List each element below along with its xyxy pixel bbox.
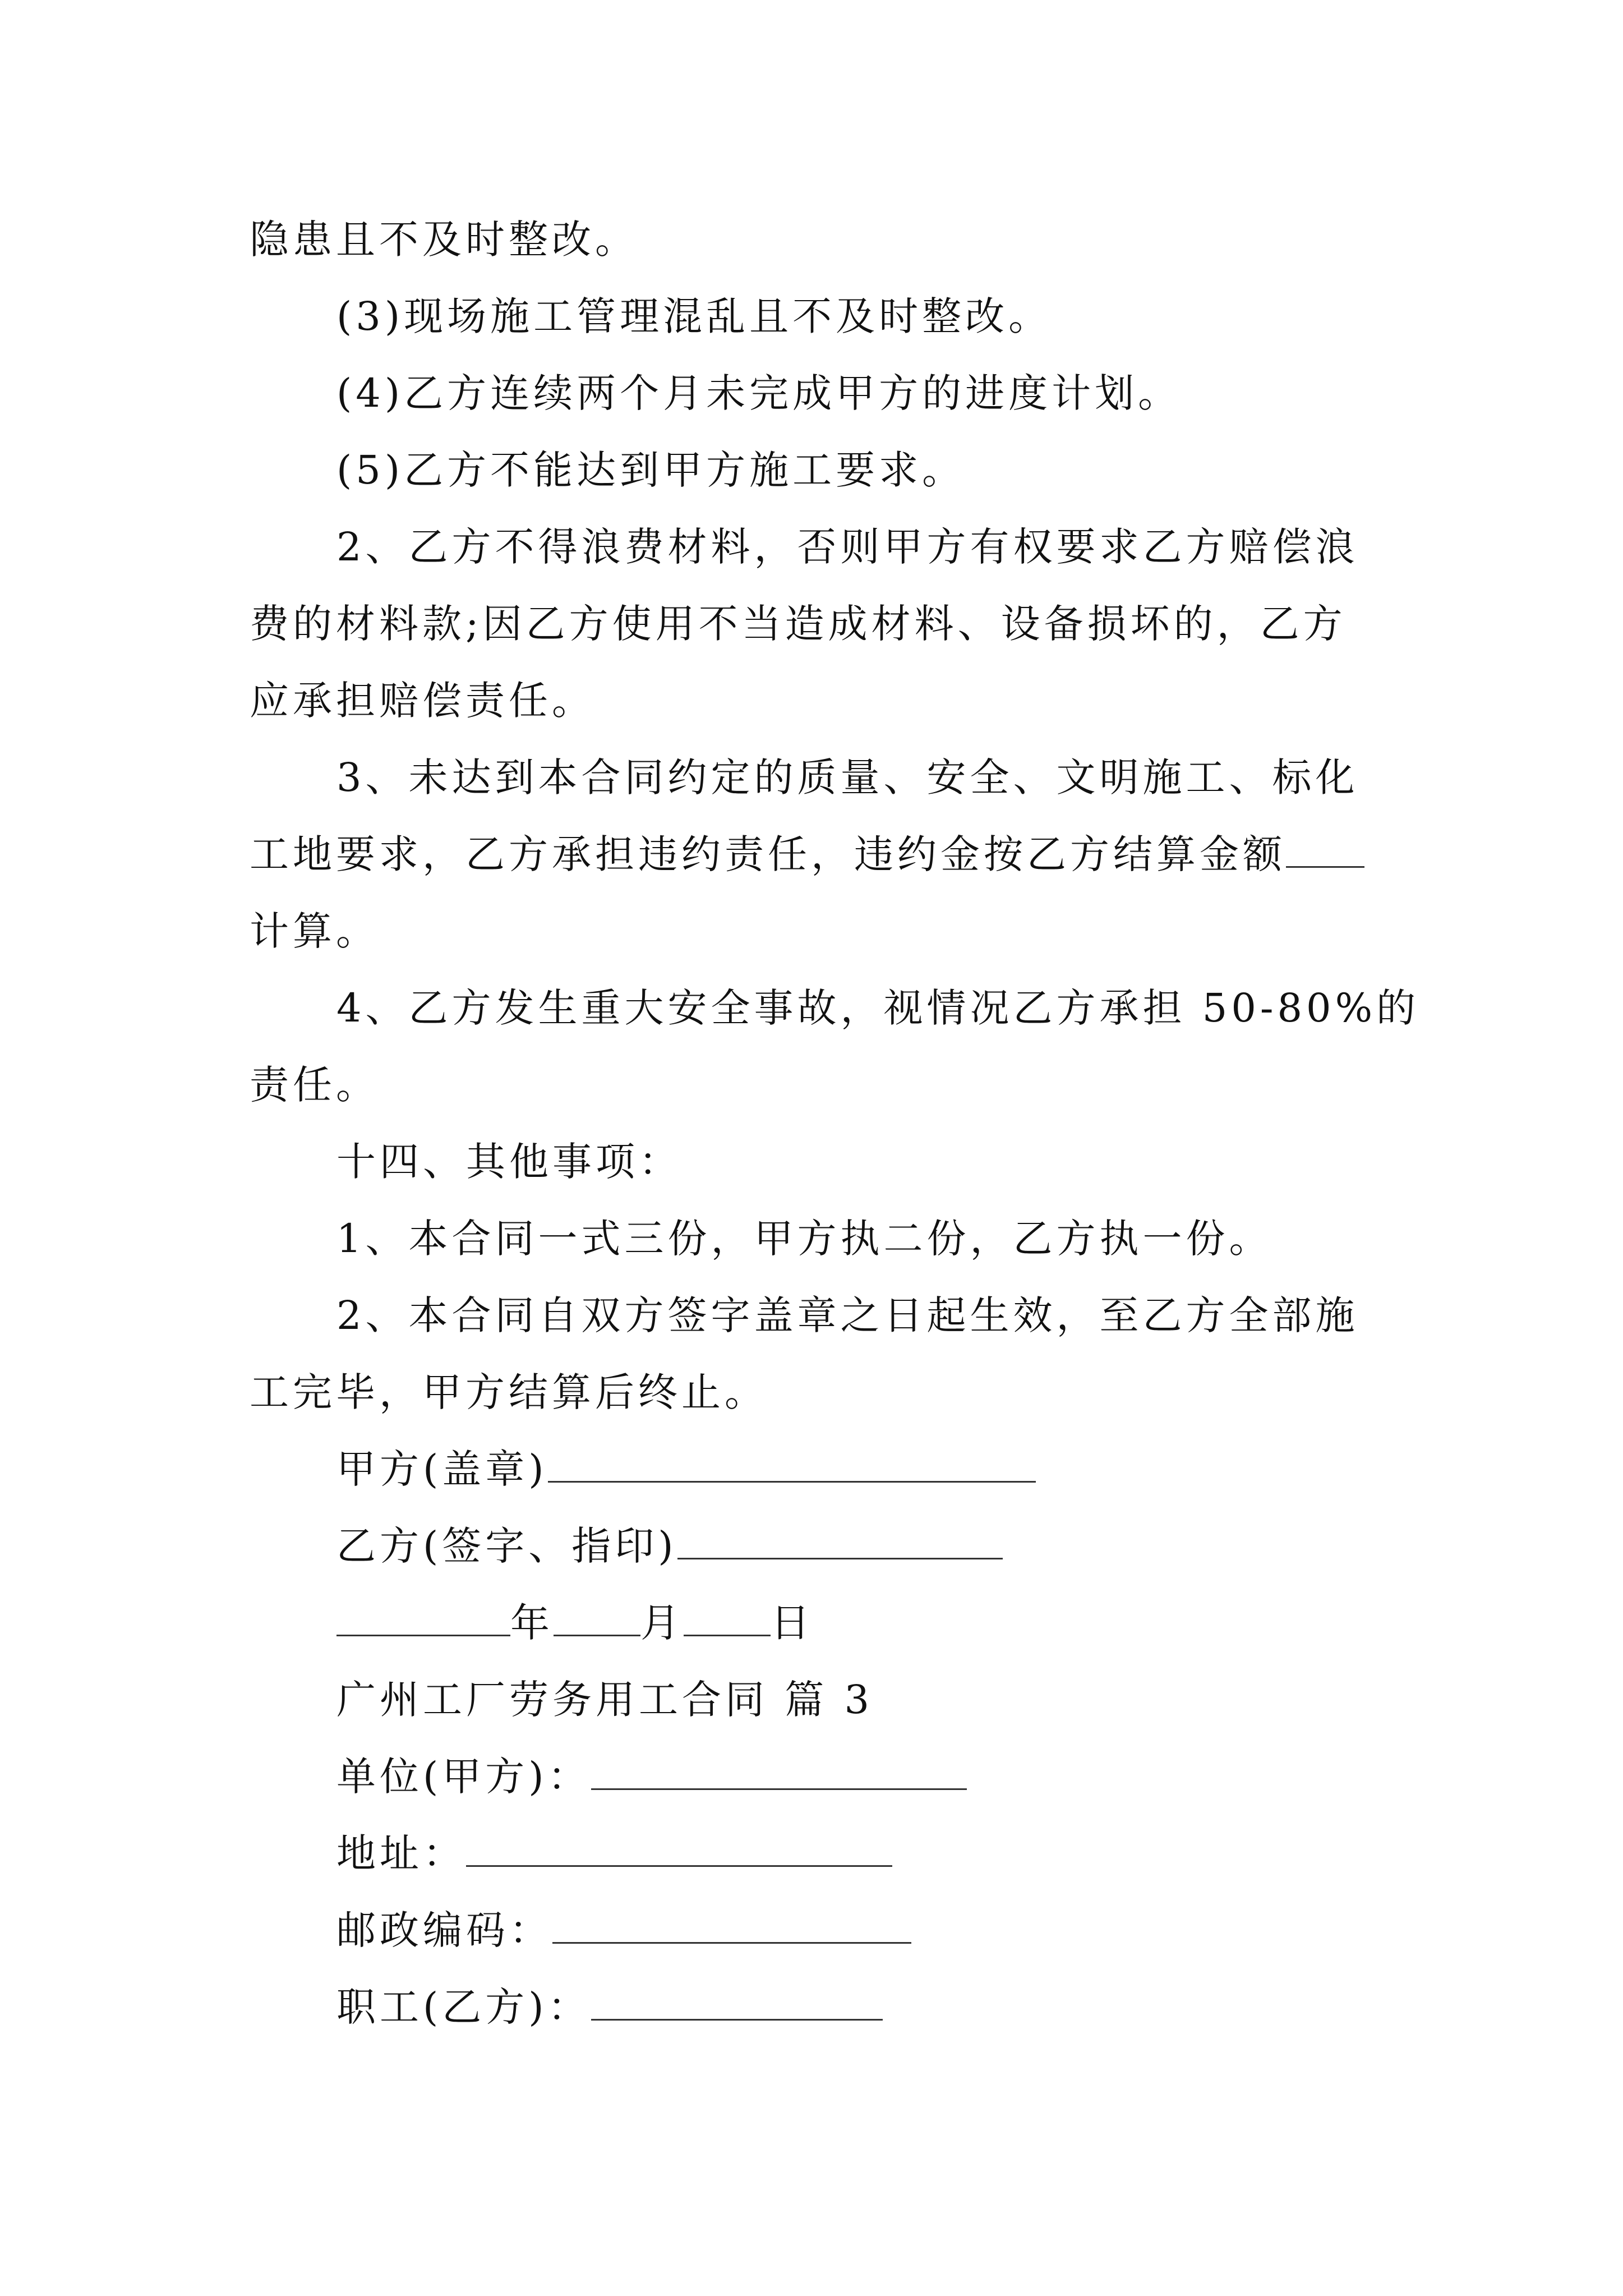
party-b-label: 乙方(签字、指印) bbox=[336, 1523, 677, 1569]
paragraph-line: (3)现场施工管理混乱且不及时整改。 bbox=[336, 293, 1052, 339]
party-b-signature-line bbox=[336, 1518, 1003, 1574]
paragraph-line: 应承担赔偿责任。 bbox=[250, 678, 595, 724]
day-blank bbox=[684, 1598, 771, 1636]
paragraph-line: 计算。 bbox=[250, 908, 379, 954]
paragraph-line: (4)乙方连续两个月未完成甲方的进度计划。 bbox=[336, 370, 1182, 416]
year-blank bbox=[336, 1598, 510, 1636]
postal-field-line bbox=[336, 1902, 911, 1958]
worker-label: 职工(乙方)： bbox=[336, 1984, 591, 2030]
party-a-blank bbox=[548, 1444, 1036, 1483]
day-label: 日 bbox=[771, 1600, 814, 1646]
year-label: 年 bbox=[510, 1600, 554, 1646]
unit-field-line bbox=[336, 1749, 967, 1805]
unit-label: 单位(甲方)： bbox=[336, 1754, 591, 1800]
paragraph-line: 2、本合同自双方签字盖章之日起生效，至乙方全部施 bbox=[336, 1292, 1359, 1338]
paragraph-line: (5)乙方不能达到甲方施工要求。 bbox=[336, 447, 966, 493]
paragraph-line: 2、乙方不得浪费材料，否则甲方有权要求乙方赔偿浪 bbox=[336, 524, 1359, 570]
postal-label: 邮政编码： bbox=[336, 1907, 552, 1953]
section-heading: 十四、其他事项： bbox=[336, 1139, 682, 1185]
party-a-seal-line bbox=[336, 1441, 1036, 1497]
paragraph-line: 4、乙方发生重大安全事故，视情况乙方承担 50-80%的 bbox=[336, 985, 1420, 1031]
fill-in-blank bbox=[1286, 829, 1364, 868]
postal-blank bbox=[552, 1905, 911, 1944]
paragraph-line: 费的材料款;因乙方使用不当造成材料、设备损坏的，乙方 bbox=[250, 601, 1347, 647]
paragraph-line: 1、本合同一式三份，甲方执二份，乙方执一份。 bbox=[336, 1216, 1272, 1262]
worker-blank bbox=[591, 1982, 883, 2021]
contract-title: 广州工厂劳务用工合同 篇 3 bbox=[336, 1677, 874, 1723]
month-label: 月 bbox=[640, 1600, 684, 1646]
address-label: 地址： bbox=[336, 1830, 466, 1876]
address-blank bbox=[466, 1828, 892, 1867]
unit-blank bbox=[591, 1751, 967, 1790]
address-field-line bbox=[336, 1825, 892, 1881]
paragraph-line: 3、未达到本合同约定的质量、安全、文明施工、标化 bbox=[336, 754, 1359, 800]
worker-field-line bbox=[336, 1979, 883, 2035]
paragraph-line: 工完毕，甲方结算后终止。 bbox=[250, 1369, 768, 1415]
paragraph-line bbox=[250, 826, 1364, 882]
date-line bbox=[336, 1595, 814, 1651]
month-blank bbox=[554, 1598, 640, 1636]
paragraph-line: 隐患且不及时整改。 bbox=[250, 217, 638, 263]
party-a-label: 甲方(盖章) bbox=[336, 1446, 548, 1492]
paragraph-line: 责任。 bbox=[250, 1062, 379, 1108]
party-b-blank bbox=[677, 1521, 1003, 1559]
paragraph-text: 工地要求，乙方承担违约责任，违约金按乙方结算金额 bbox=[250, 831, 1286, 877]
